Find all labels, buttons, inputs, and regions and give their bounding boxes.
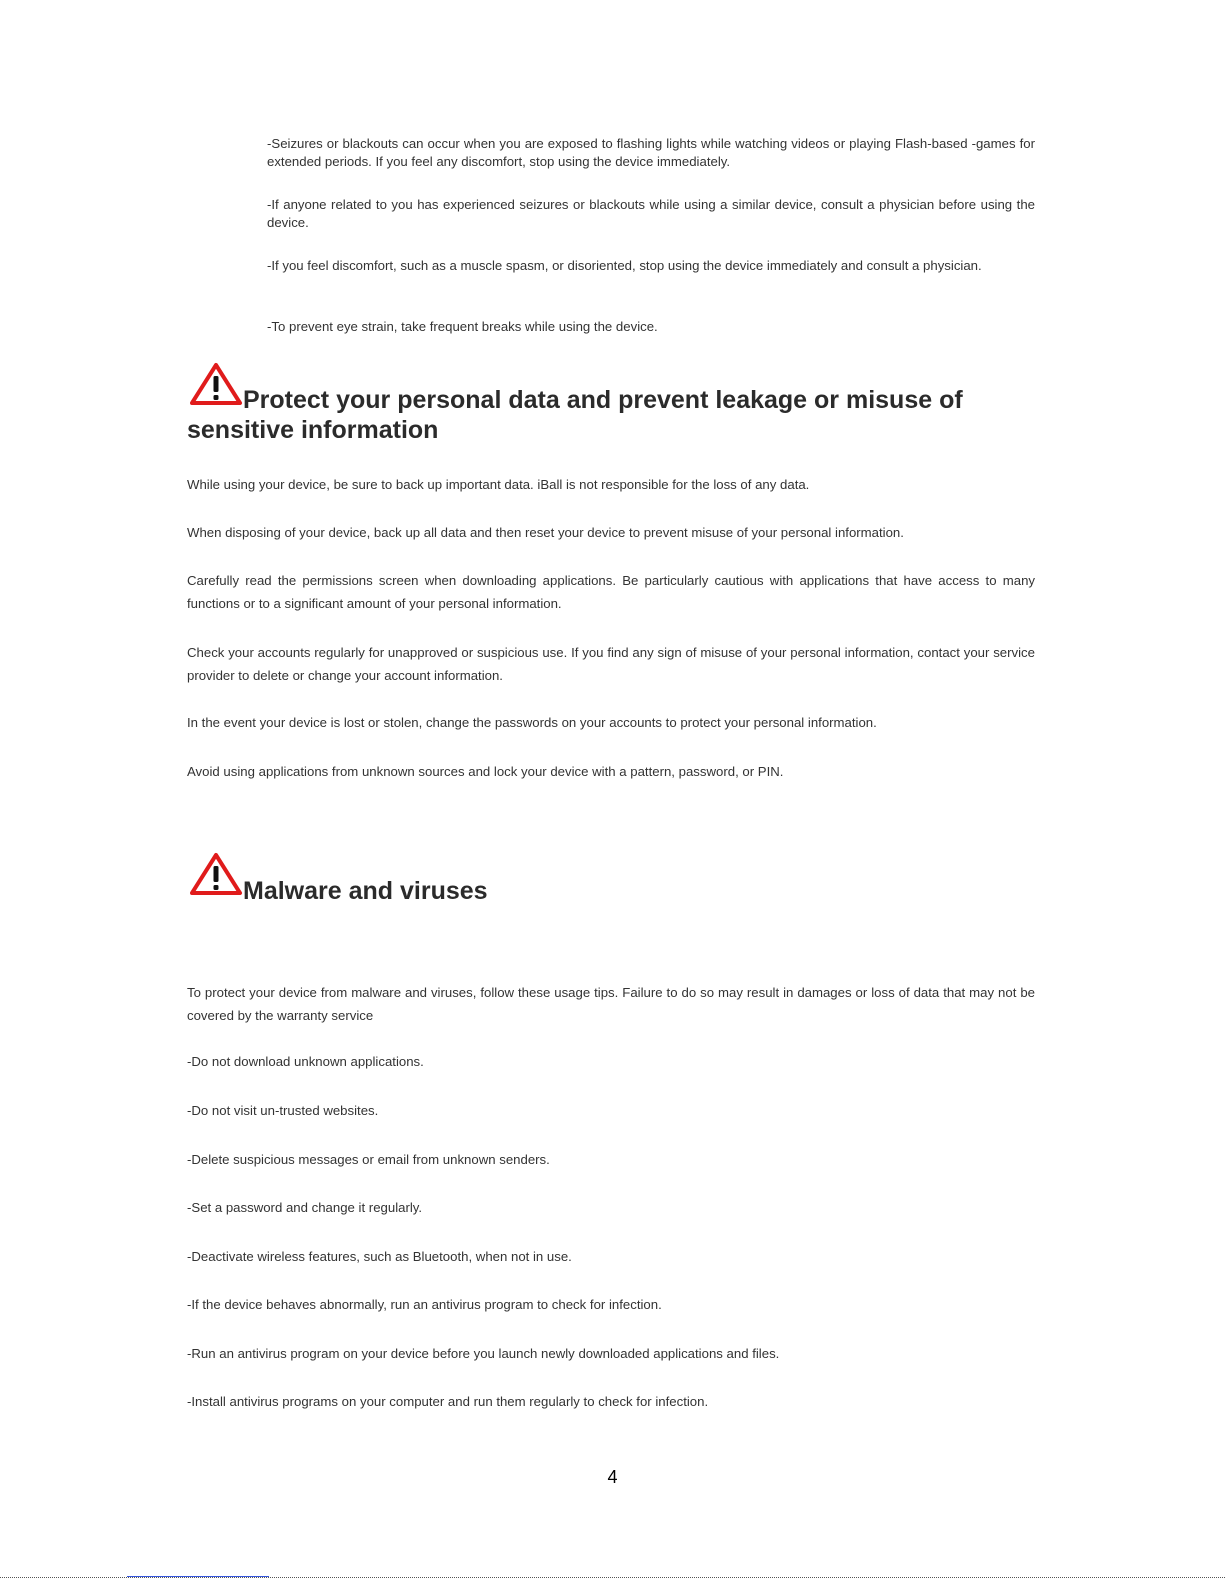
heading-line-1: Protect your personal data and prevent leakage or misuse of <box>243 386 963 414</box>
list-item: -Deactivate wireless features, such as Bluetooth, when not in use. <box>187 1249 572 1264</box>
paragraph-permissions: Carefully read the permissions screen when downloading applications. Be particularly cautious with applications that have access to many functions or to a significant amount of your personal information. <box>187 573 1035 611</box>
paragraph-malware-intro: To protect your device from malware and viruses, follow these usage tips. Failure to do so may result in damages or loss of data that may not be covered by the warranty service <box>187 985 1035 1023</box>
list-item: -Delete suspicious messages or email from unknown senders. <box>187 1152 550 1167</box>
paragraph-seizures: -Seizures or blackouts can occur when you are exposed to flashing lights while watching videos or playing Flash-based -games for extended periods. If you feel any discomfort, stop using the device immediately. <box>267 136 1035 169</box>
paragraph-backup: While using your device, be sure to back up important data. iBall is not responsible for the loss of any data. <box>187 477 810 492</box>
heading-malware: Malware and viruses <box>243 877 488 905</box>
paragraph-physician: -If anyone related to you has experienced seizures or blackouts while using a similar device, consult a physician before using the device. <box>267 197 1035 230</box>
paragraph-eye-strain: -To prevent eye strain, take frequent breaks while using the device. <box>267 319 658 334</box>
paragraph-lost-stolen: In the event your device is lost or stolen, change the passwords on your accounts to protect your personal information. <box>187 715 877 730</box>
list-item: -Install antivirus programs on your computer and run them regularly to check for infection. <box>187 1394 709 1409</box>
warning-triangle-icon <box>189 852 243 896</box>
paragraph-accounts: Check your accounts regularly for unapproved or suspicious use. If you find any sign of misuse of your personal information, contact your service provider to delete or change your account information. <box>187 645 1035 683</box>
paragraph-discomfort: -If you feel discomfort, such as a muscle spasm, or disoriented, stop using the device immediately and consult a physician. <box>267 258 982 273</box>
paragraph-disposing: When disposing of your device, back up all data and then reset your device to prevent misuse of your personal information. <box>187 525 904 540</box>
page-number: 4 <box>607 1467 618 1487</box>
list-item: -If the device behaves abnormally, run an antivirus program to check for infection. <box>187 1297 662 1312</box>
list-item: -Do not visit un-trusted websites. <box>187 1103 379 1118</box>
footer-divider <box>0 1577 1225 1578</box>
list-item: -Set a password and change it regularly. <box>187 1200 423 1215</box>
list-item: -Do not download unknown applications. <box>187 1054 424 1069</box>
footer-accent-line <box>127 1576 269 1577</box>
heading-protect-data <box>187 385 1047 445</box>
list-item: -Run an antivirus program on your device before you launch newly downloaded applications and files. <box>187 1346 780 1361</box>
heading-line-2: sensitive information <box>187 416 439 444</box>
paragraph-unknown-sources: Avoid using applications from unknown sources and lock your device with a pattern, password, or PIN. <box>187 764 784 779</box>
